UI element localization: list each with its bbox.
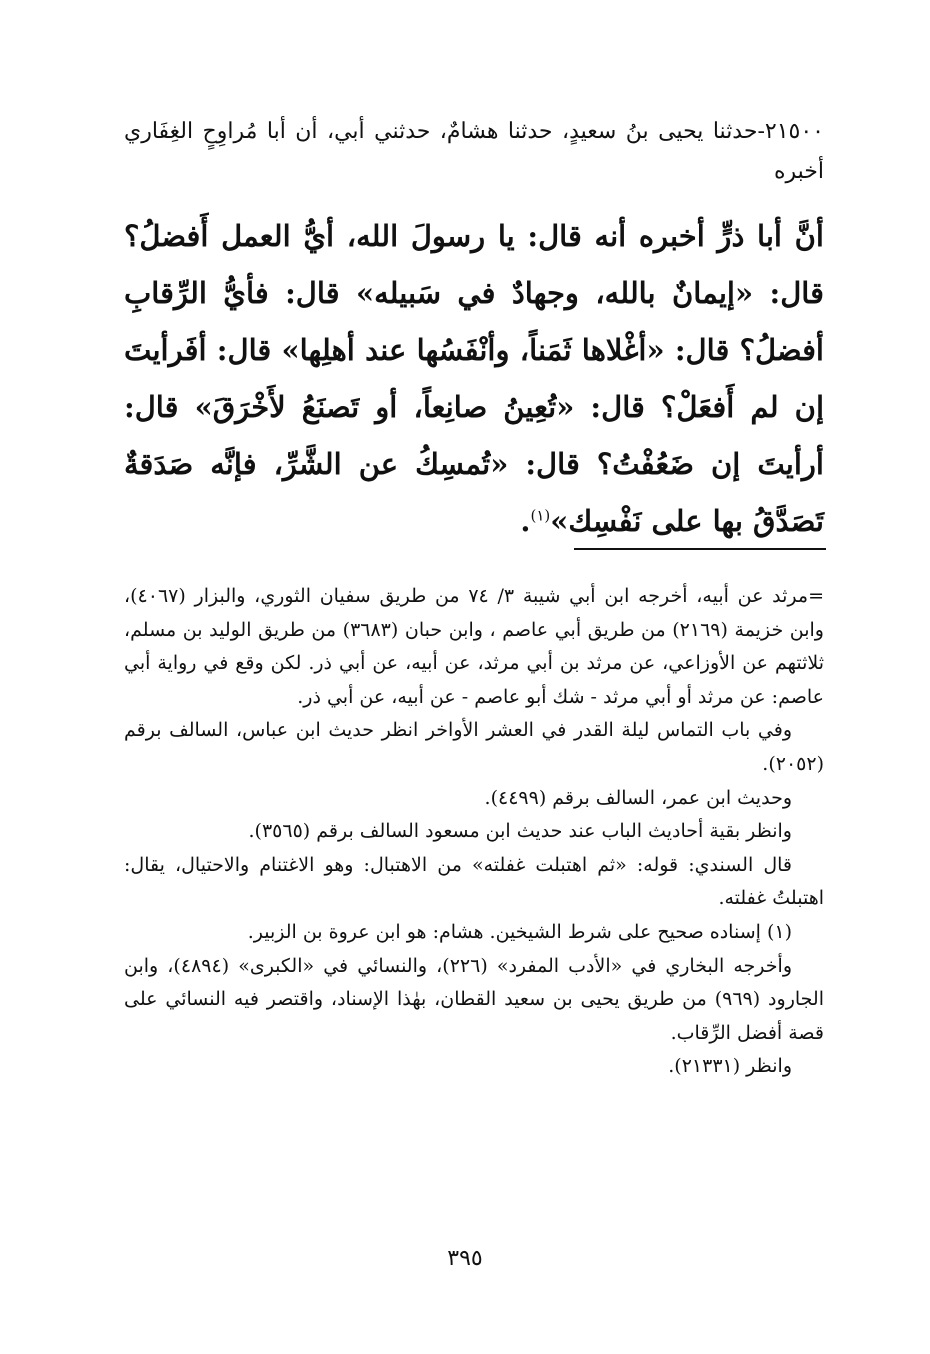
hadith-matn — [124, 208, 824, 550]
footnote-ibn-umar: وحديث ابن عمر، السالف برقم (٤٤٩٩). — [484, 786, 792, 809]
end-mark: . — [520, 504, 531, 538]
footnote-reference[interactable]: (١) — [530, 506, 551, 525]
hadith-isnad — [124, 112, 824, 192]
footnote-sindi: قال السندي: قوله: «ثم اهتبلت غفلته» من الاهتبال: وهو الاغتنام والاحتيال، يقال: اهتبلتُ غفلته. — [124, 853, 824, 910]
footnotes — [124, 580, 824, 1084]
footnote-bab: وفي باب التماس ليلة القدر في العشر الأواخر انظر حديث ابن عباس، السالف برقم (٢٠٥٢). — [124, 719, 824, 775]
footnote-continuation: =مرثد عن أبيه، أخرجه ابن أبي شيبة ٣/ ٧٤ من طريق سفيان الثوري، والبزار (٤٠٦٧)، وابن خزيمة (٢١٦٩) من طريق أبي عاصم ، وابن حبان (٣٦٨٣) من طريق الوليد بن مسلم، ثلاثتهم عن الأوزاعي، عن مرثد بن أبي مرثد، عن أبيه، عن أبي ذر. لكن وقع في رواية أبي عاصم: عن مرثد أو أبي مرثد - شك أبو عاصم - عن أبيه، عن أبي ذر. — [124, 585, 825, 708]
page-number: ٣٩٥ — [447, 1246, 483, 1271]
footnote-takhrij: وأخرجه البخاري في «الأدب المفرد» (٢٢٦)، والنسائي في «الكبرى» (٤٨٩٤)، وابن الجارود (٩٦٩) من طريق يحيى بن سعيد القطان، بهٰذا الإسناد، واقتصر فيه النسائي على قصة أفضل الرِّقاب. — [124, 954, 824, 1044]
footnote-1: (١) إسناده صحيح على شرط الشيخين. هشام: هو ابن عروة بن الزبير. — [247, 920, 792, 943]
matn-text: أنَّ أبا ذرٍّ أخبره أنه قال: يا رسولَ الله، أيُّ العمل أَفضلُ؟ قال: «إيمانٌ بالله، وجهادٌ في سَبيله» قال: فأيُّ الرِّقابِ أفضلُ؟ قال: «أغْلاها ثَمَناً، وأنْفَسُها عند أهلِها» قال: أفَرأيتَ إن لم أَفعَلْ؟ قال: «تُعِينُ صانِعاً، أو تَصنَعُ لأَخْرَقَ» قال: أرأيتَ إن ضَعُفْتُ؟ قال: «تُمسِكُ عن الشَّرِّ، فإنَّه صَدَقةٌ تَصَدَّقُ بها على نَفْسِك» — [124, 219, 824, 538]
footnote-baqiyya: وانظر بقية أحاديث الباب عند حديث ابن مسعود السالف برقم (٣٥٦٥). — [248, 820, 792, 843]
footnote-see-also: وانظر (٢١٣٣١). — [668, 1055, 792, 1078]
footnote-separator — [574, 548, 826, 550]
hadith-number: ٢١٥٠٠- — [757, 119, 824, 144]
isnad-text: حدثنا يحيى بنُ سعيدٍ، حدثنا هشامٌ، حدثني أبي، أن أبا مُراوِحٍ الغِفَاري أخبره — [124, 119, 824, 184]
